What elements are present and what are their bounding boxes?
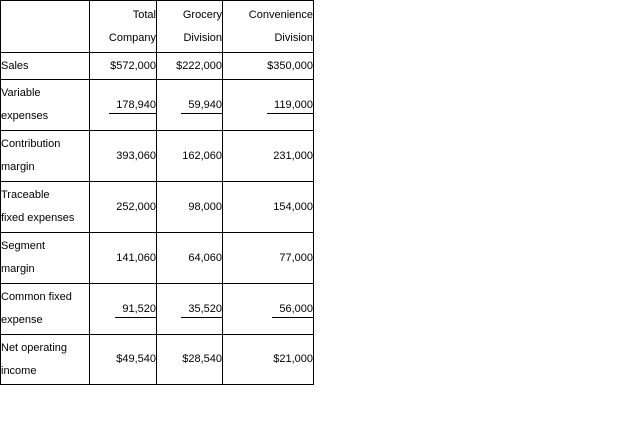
total-company-value: $572,000 bbox=[90, 53, 157, 80]
convenience-division-value: 231,000 bbox=[223, 131, 314, 182]
grocery-division-value: $28,540 bbox=[157, 335, 223, 385]
row-label-line-1: Sales bbox=[1, 59, 29, 72]
row-label bbox=[1, 80, 90, 131]
row-label-line-2: fixed expenses bbox=[1, 212, 75, 224]
convenience-division-cell bbox=[223, 284, 314, 335]
table-row-segment-margin bbox=[1, 233, 314, 284]
header-convenience-division bbox=[223, 1, 314, 53]
header-line-2: Division bbox=[274, 31, 313, 44]
total-company-cell bbox=[90, 80, 157, 131]
row-label bbox=[1, 284, 90, 335]
grocery-division-value: 64,060 bbox=[157, 233, 223, 284]
row-label-line-1: Traceable bbox=[1, 189, 50, 201]
total-company-value: $49,540 bbox=[90, 335, 157, 385]
header-line-2: Division bbox=[183, 31, 222, 44]
grocery-division-value: $222,000 bbox=[157, 53, 223, 80]
row-label-line-1: Common fixed bbox=[1, 291, 72, 303]
total-company-value: 393,060 bbox=[90, 131, 157, 182]
grocery-division-cell bbox=[157, 80, 223, 131]
table-row-net-operating-income bbox=[1, 335, 314, 385]
header-grocery-division bbox=[157, 1, 223, 53]
header-row bbox=[1, 1, 314, 53]
convenience-division-value: 77,000 bbox=[223, 233, 314, 284]
convenience-division-value: 56,000 bbox=[272, 302, 313, 318]
table-row-variable-expenses bbox=[1, 80, 314, 131]
total-company-value: 91,520 bbox=[115, 302, 156, 318]
convenience-division-value: $21,000 bbox=[223, 335, 314, 385]
row-label-line-1: Net operating bbox=[1, 341, 68, 354]
row-label-line-2: expense bbox=[1, 314, 43, 326]
convenience-division-cell bbox=[223, 80, 314, 131]
row-label bbox=[1, 335, 90, 385]
grocery-division-value: 162,060 bbox=[157, 131, 223, 182]
convenience-division-value: $350,000 bbox=[223, 53, 314, 80]
table-row-common-fixed-expense bbox=[1, 284, 314, 335]
total-company-value: 252,000 bbox=[90, 182, 157, 233]
grocery-division-value: 59,940 bbox=[181, 98, 222, 114]
row-label-line-2: expenses bbox=[1, 110, 49, 122]
table-row-sales bbox=[1, 53, 314, 80]
table-row-contribution-margin bbox=[1, 131, 314, 182]
row-label-line-1: Variable bbox=[1, 87, 41, 99]
convenience-division-value: 154,000 bbox=[223, 182, 314, 233]
grocery-division-value: 35,520 bbox=[181, 302, 222, 318]
row-label bbox=[1, 131, 90, 182]
row-label-line-2: margin bbox=[1, 161, 35, 173]
total-company-value: 141,060 bbox=[90, 233, 157, 284]
header-line-2: Company bbox=[108, 31, 156, 44]
row-label-line-2: margin bbox=[1, 263, 35, 275]
total-company-cell bbox=[90, 284, 157, 335]
header-line-1: Convenience bbox=[248, 8, 313, 21]
row-label-line-1: Contribution bbox=[1, 138, 61, 150]
header-blank-cell bbox=[1, 1, 90, 53]
convenience-division-value: 119,000 bbox=[267, 98, 313, 114]
total-company-value: 178,940 bbox=[109, 98, 156, 114]
row-label bbox=[1, 182, 90, 233]
header-line-1: Total bbox=[132, 8, 156, 21]
grocery-division-value: 98,000 bbox=[157, 182, 223, 233]
grocery-division-cell bbox=[157, 284, 223, 335]
table-row-traceable-fixed-expenses bbox=[1, 182, 314, 233]
row-label bbox=[1, 53, 90, 80]
segment-income-table bbox=[0, 0, 314, 385]
header-line-1: Grocery bbox=[182, 8, 222, 21]
header-total-company bbox=[90, 1, 157, 53]
row-label-line-2: income bbox=[1, 364, 37, 377]
row-label-line-1: Segment bbox=[1, 240, 46, 252]
row-label bbox=[1, 233, 90, 284]
